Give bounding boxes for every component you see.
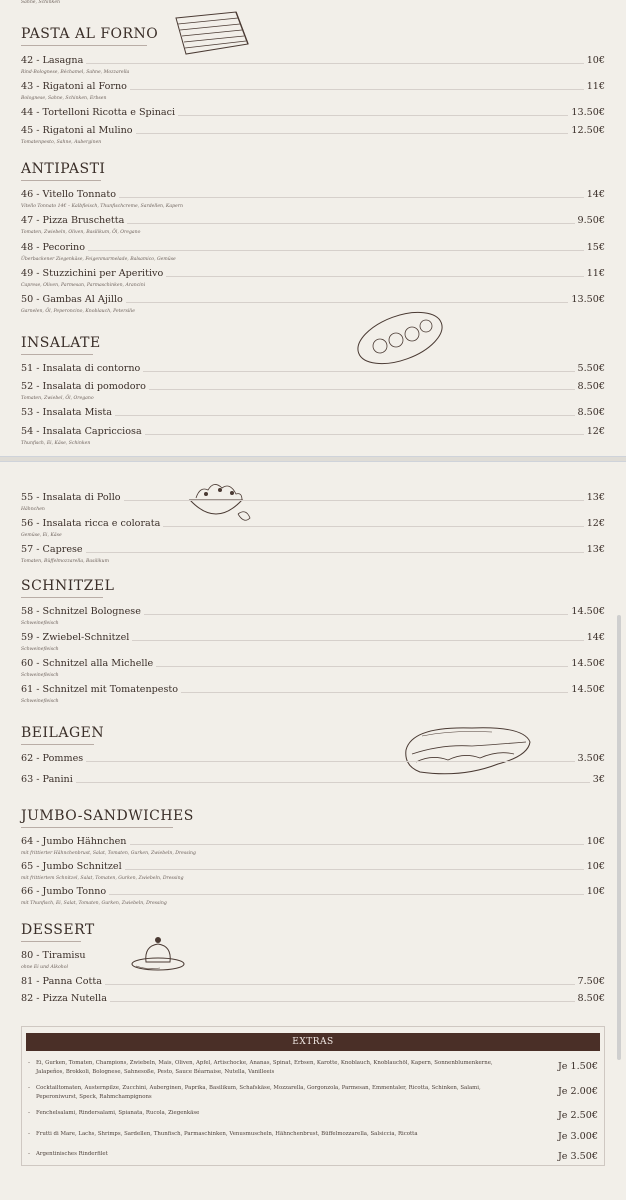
dotted-leader [21,63,605,64]
menu-item [21,55,605,69]
item-price: 10€ [584,861,605,872]
item-description: Caprese, Oliven, Parmesan, Parmaschinken, Arancini [21,283,146,288]
extras-row [28,1150,598,1162]
section-title-insalate: INSALATE [21,335,101,351]
bruschetta-illustration [352,306,448,370]
menu-item [21,861,605,875]
item-description: Garnelen, Öl, Peperoncino, Knoblauch, Petersilie [21,309,135,314]
item-price: 12.50€ [568,125,605,136]
item-price: 8.50€ [575,407,605,418]
section-title-schnitzel: SCHNITZEL [21,578,115,594]
item-name: 80 - Tiramisu [21,950,89,961]
item-name: 66 - Jumbo Tonno [21,886,109,897]
extras-title: EXTRAS [26,1033,600,1051]
menu-item [21,125,605,139]
menu-item [21,684,605,698]
item-price: 10€ [584,886,605,897]
item-price: 13€ [584,544,605,555]
lasagna-illustration [172,10,252,58]
bullet-dash: - [28,1059,31,1066]
item-name: 65 - Jumbo Schnitzel [21,861,125,872]
menu-item [21,381,605,395]
item-price: 13.50€ [568,294,605,305]
item-name: 81 - Panna Cotta [21,976,105,987]
extras-price: Je 2.00€ [557,1086,598,1097]
menu-item [21,518,605,532]
extras-row [28,1130,598,1142]
menu-item [21,363,605,377]
extras-box [21,1026,605,1166]
item-price: 8.50€ [575,993,605,1004]
item-price: 10€ [584,836,605,847]
extras-price: Je 3.50€ [557,1151,598,1162]
section-underline [21,354,93,355]
menu-item [21,632,605,646]
menu-item [21,993,605,1007]
item-description: Hähnchen [21,507,45,512]
item-name: 64 - Jumbo Hähnchen [21,836,130,847]
item-name: 59 - Zwiebel-Schnitzel [21,632,132,643]
item-price: 13€ [584,492,605,503]
item-description: Schweinefleisch [21,699,59,704]
item-description: Tomaten, Zwiebel, Öl, Oregano [21,396,94,401]
item-description: Gemüse, Ei, Käse [21,533,62,538]
section-underline [21,180,101,181]
extras-text: Argentinisches Rinderfilet [36,1151,108,1157]
item-name: 48 - Pecorino [21,242,88,253]
extras-text: Cocktailtomaten, Austernpilze, Zucchini, Auberginen, Paprika, Basilikum, Schafskäse, Mozzarella, Gorgonzola, Parmesan, Emmentaler, Ricotta, Schinken, Salami, Peperoniwurst, Speck, Rahmchampignons [36,1085,481,1100]
dotted-leader [21,552,605,553]
dotted-leader [21,761,605,762]
menu-item [21,950,605,964]
item-price: 11€ [584,268,605,279]
item-price: 14€ [584,189,605,200]
item-description: Schweinefleisch [21,673,59,678]
menu-item [21,215,605,229]
item-price: 10€ [584,55,605,66]
item-description: Vitello Tonnato 14€ – Kalbfleisch, Thunfischcreme, Sardellen, Kapern [21,204,183,209]
item-price: 8.50€ [575,381,605,392]
item-price: 14.50€ [568,606,605,617]
section-title-dessert: DESSERT [21,922,95,938]
extras-row [28,1059,598,1079]
item-name: 43 - Rigatoni al Forno [21,81,130,92]
menu-item [21,268,605,282]
item-name: 56 - Insalata ricca e colorata [21,518,163,529]
item-name: 52 - Insalata di pomodoro [21,381,149,392]
item-name: 44 - Tortelloni Ricotta e Spinaci [21,107,178,118]
item-price: 9.50€ [575,215,605,226]
section-underline [21,45,147,46]
bullet-dash: - [28,1109,31,1116]
section-title-beilagen: BEILAGEN [21,725,105,741]
menu-item [21,294,605,308]
menu-item [21,407,605,421]
menu-item [21,886,605,900]
menu-item [21,81,605,95]
item-price: 3€ [590,774,605,785]
bullet-dash: - [28,1084,31,1091]
dotted-leader [21,250,605,251]
extras-price: Je 1.50€ [557,1061,598,1072]
item-price: 3.50€ [575,753,605,764]
section-underline [21,941,81,942]
item-name: 50 - Gambas Al Ajillo [21,294,126,305]
item-name: 53 - Insalata Mista [21,407,115,418]
item-name: 62 - Pommes [21,753,86,764]
item-description: Tomatenpesto, Sahne, Auberginen [21,140,102,145]
menu-item [21,774,605,788]
item-name: 57 - Caprese [21,544,86,555]
item-name: 82 - Pizza Nutella [21,993,110,1004]
menu-item [21,753,605,767]
extras-price: Je 2.50€ [557,1110,598,1121]
item-price: 14€ [584,632,605,643]
item-description: Tomaten, Zwiebeln, Oliven, Basilikum, Öl, Oregano [21,230,141,235]
dotted-leader [21,984,605,985]
dotted-leader [21,782,605,783]
section-underline [21,744,94,745]
item-name: 63 - Panini [21,774,76,785]
item-name: 42 - Lasagna [21,55,86,66]
item-price: 7.50€ [575,976,605,987]
item-price: 12€ [584,426,605,437]
item-name: 45 - Rigatoni al Mulino [21,125,136,136]
item-description: Schweinefleisch [21,621,59,626]
item-name: 47 - Pizza Bruschetta [21,215,127,226]
menu-item [21,544,605,558]
item-name: 55 - Insalata di Pollo [21,492,124,503]
item-name: 60 - Schnitzel alla Michelle [21,658,156,669]
item-price: 12€ [584,518,605,529]
item-name: 49 - Stuzzichini per Aperitivo [21,268,166,279]
item-price: 11€ [584,81,605,92]
item-description: Bolognese, Sahne, Schinken, Erbsen [21,96,107,101]
item-name: 46 - Vitello Tonnato [21,189,119,200]
item-description: Überbackener Ziegenkäse, Feigenmarmelade, Balsamico, Gemüse [21,257,176,262]
item-price: 14.50€ [568,684,605,695]
extras-row [28,1084,598,1104]
section-underline [21,827,173,828]
item-name: 54 - Insalata Capricciosa [21,426,145,437]
menu-item [21,836,605,850]
item-price: 5.50€ [575,363,605,374]
item-price: 13.50€ [568,107,605,118]
menu-item [21,606,605,620]
item-description: Schweinefleisch [21,647,59,652]
menu-item [21,242,605,256]
item-name: 58 - Schnitzel Bolognese [21,606,144,617]
item-description: Rind-Bolognese, Béchamel, Sahne, Mozzarella [21,70,130,75]
item-description: ohne Ei und Alkohol [21,965,68,970]
previous-item-description: Sahne, Schinken [21,0,61,5]
item-description: mit Thunfisch, Ei, Salat, Tomaten, Gurken, Zwiebeln, Dressing [21,901,167,906]
extras-row [28,1109,598,1121]
extras-text: Frutti di Mare, Lachs, Shrimps, Sardellen, Thunfisch, Parmaschinken, Venusmuscheln, Hähnchenbrust, Büffelmozzarella, Salsiccia, Ricotta [36,1131,418,1137]
menu-item [21,107,605,121]
menu-item [21,426,605,440]
item-description: Tomaten, Büffelmozzarella, Basilikum [21,559,109,564]
menu-item [21,492,605,506]
extras-text: Ei, Gurken, Tomaten, Champions, Zwiebeln, Mais, Oliven, Apfel, Artischocke, Ananas, Spinat, Erbsen, Karotte, Knoblauch, Knoblauchöl, Kapern, Sonnenblumenkerne, Jalapeños, Brokkoli, Bolognese, Sahnesoße, Pesto, Sauce Béarnaise, Nutella, Vanilleeis [36,1060,493,1075]
section-title-pasta: PASTA AL FORNO [21,26,159,42]
item-name: 61 - Schnitzel mit Tomatenpesto [21,684,181,695]
bullet-dash: - [28,1130,31,1137]
section-title-jumbo-sandwiches: JUMBO-SANDWICHES [21,808,194,824]
item-description: mit frittiertem Schnitzel, Salat, Tomaten, Gurken, Zwiebeln, Dressing [21,876,184,881]
scrollbar[interactable] [617,615,621,1060]
item-price: 15€ [584,242,605,253]
extras-price: Je 3.00€ [557,1131,598,1142]
item-description: Thunfisch, Ei, Käse, Schinken [21,441,91,446]
menu-item [21,658,605,672]
section-title-antipasti: ANTIPASTI [21,161,106,177]
item-name: 51 - Insalata di contorno [21,363,143,374]
menu-item [21,976,605,990]
menu-item [21,189,605,203]
extras-text: Fenchelsalami, Rindersalami, Spianata, Rucola, Ziegenkäse [36,1110,200,1116]
section-underline [21,597,103,598]
item-description: mit frittierter Hähnchenbrust, Salat, Tomaten, Gurken, Zwiebeln, Dressing [21,851,196,856]
bullet-dash: - [28,1150,31,1157]
item-price: 14.50€ [568,658,605,669]
